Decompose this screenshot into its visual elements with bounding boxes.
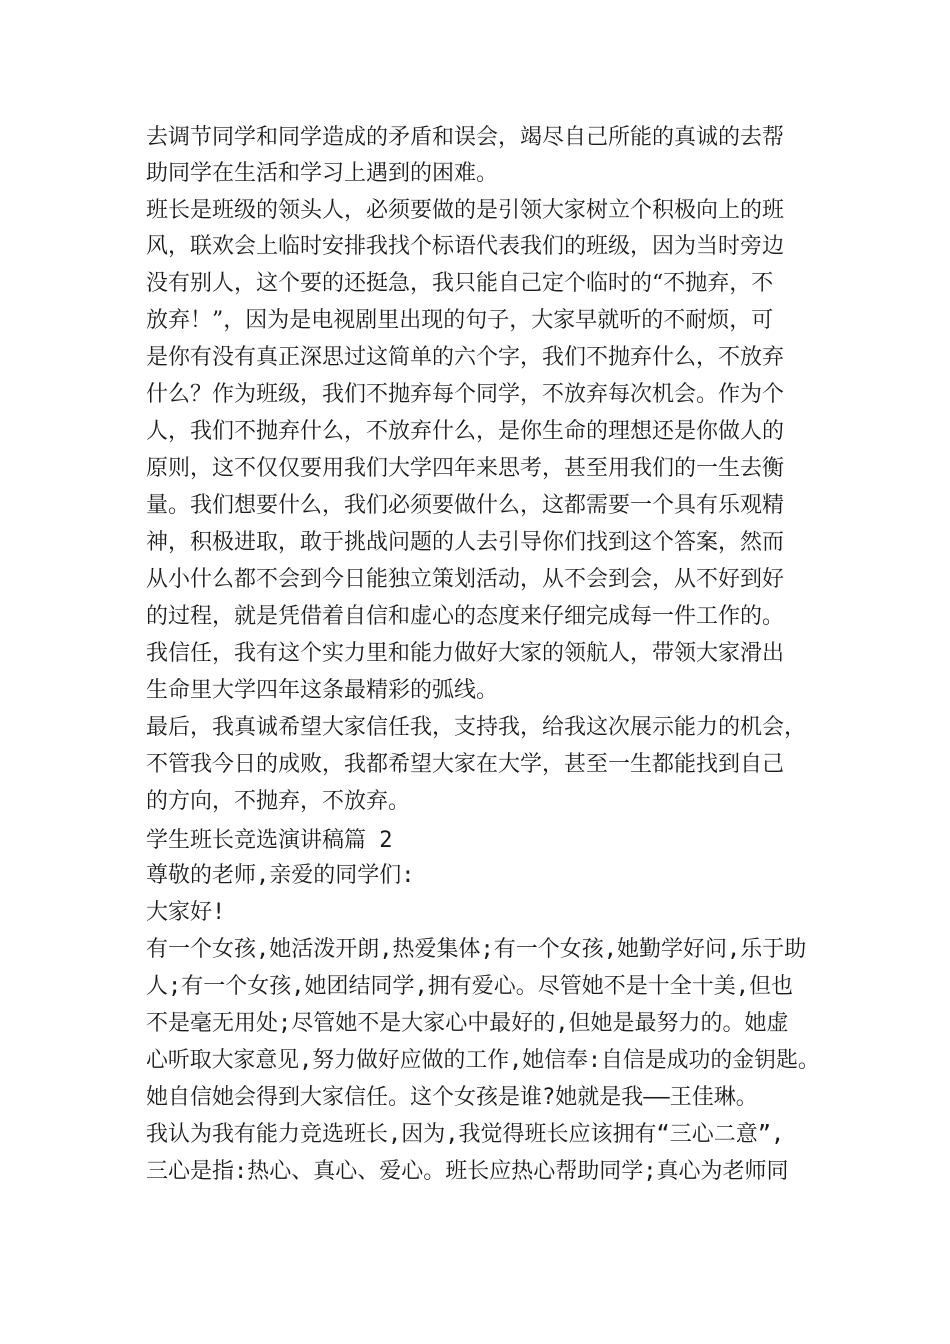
- text-line: 神，积极进取，敢于挑战问题的人去引导你们找到这个答案，然而: [146, 530, 785, 555]
- text-line: 的方向，不抛弃，不放弃。: [146, 789, 411, 814]
- text-line: 原则，这不仅仅要用我们大学四年来思考，甚至用我们的一生去衡: [146, 456, 785, 481]
- text-line: 我认为我有能力竞选班长,因为,我觉得班长应该拥有“三心二意”,: [146, 1122, 785, 1147]
- text-line: 不是毫无用处;尽管她不是大家心中最好的,但她是最努力的。她虚: [146, 1011, 789, 1036]
- text-line: 没有别人，这个要的还挺急，我只能自己定个临时的“不抛弃，不: [146, 271, 774, 296]
- text-line: 心听取大家意见,努力做好应做的工作,她信奉:自信是成功的金钥匙。: [146, 1048, 820, 1073]
- text-line: 生命里大学四年这条最精彩的弧线。: [146, 678, 499, 703]
- text-line: 我信任，我有这个实力里和能力做好大家的领航人，带领大家滑出: [146, 641, 785, 666]
- text-line: 从小什么都不会到今日能独立策划活动，从不会到会，从不好到好: [146, 567, 785, 592]
- text-line: 她自信她会得到大家信任。这个女孩是谁?她就是我——王佳琳。: [146, 1085, 758, 1110]
- text-line: 是你有没有真正深思过这简单的六个字，我们不抛弃什么，不放弃: [146, 345, 785, 370]
- text-line: 人，我们不抛弃什么，不放弃什么，是你生命的理想还是你做人的: [146, 419, 785, 444]
- text-line: 人;有一个女孩,她团结同学,拥有爱心。尽管她不是十全十美,但也: [146, 974, 793, 999]
- text-line: 量。我们想要什么，我们必须要做什么，这都需要一个具有乐观精: [146, 493, 785, 518]
- text-line: 有一个女孩,她活泼开朗,热爱集体;有一个女孩,她勤学好问,乐于助: [146, 937, 807, 962]
- salutation: 尊敬的老师,亲爱的同学们:: [146, 863, 415, 888]
- text-line: 助同学在生活和学习上遇到的困难。: [146, 161, 499, 186]
- text-line: 的过程，就是凭借着自信和虚心的态度来仔细完成每一件工作的。: [146, 604, 785, 629]
- text-line: 班长是班级的领头人，必须要做的是引领大家树立个积极向上的班: [146, 198, 785, 223]
- text-line: 放弃！”，因为是电视剧里出现的句子，大家早就听的不耐烦，可: [146, 308, 774, 333]
- section-heading: 学生班长竞选演讲稿篇 2: [146, 828, 393, 853]
- text-line: 去调节同学和同学造成的矛盾和误会，竭尽自己所能的真诚的去帮: [146, 125, 785, 150]
- text-line: 最后，我真诚希望大家信任我，支持我，给我这次展示能力的机会，: [146, 715, 807, 740]
- greeting: 大家好!: [146, 900, 226, 925]
- text-line: 风，联欢会上临时安排我找个标语代表我们的班级，因为当时旁边: [146, 234, 785, 259]
- text-line: 三心是指:热心、真心、爱心。班长应热心帮助同学;真心为老师同: [146, 1159, 789, 1184]
- text-line: 什么？作为班级，我们不抛弃每个同学，不放弃每次机会。作为个: [146, 382, 785, 407]
- text-line: 不管我今日的成败，我都希望大家在大学，甚至一生都能找到自己: [146, 752, 785, 777]
